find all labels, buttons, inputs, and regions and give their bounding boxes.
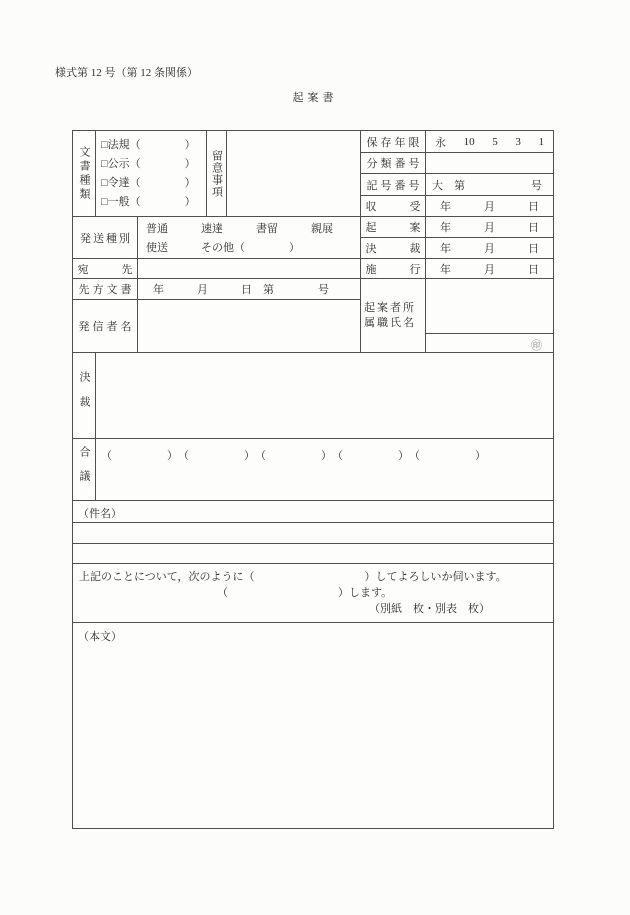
send-type-line1: 普通 速達 書留 親展 [146,223,333,235]
doc-type-option-reitatsu: □令達（ ） [101,177,196,189]
drafter-label-line1: 起案者所 [364,301,416,314]
notes-label: 留意事項 [210,149,223,198]
executed-date: 年 月 日 [426,259,553,279]
drafter-seal-cell [426,334,553,353]
storage-value-1: 1 [538,135,544,148]
storage-period-values [426,131,553,153]
addressee-label: 宛 先 [73,259,138,279]
inquiry-line3: （別紙 枚・別表 枚） [369,603,490,615]
inquiry-section [73,564,553,623]
class-number-value [426,153,553,174]
inquiry-line1: 上記のことについて，次のように（ ）してよろしいか伺います。 [79,571,507,583]
draft-form-table [72,130,554,829]
council-value-cell: （ ） （ ） （ ） （ ） （ ） [96,439,553,501]
page-title: 起案書 [292,92,338,104]
drafted-label: 起 案 [361,217,426,238]
their-doc-value: 年 月 日 第 号 [138,279,361,300]
storage-value-10: 10 [463,135,475,148]
drafter-label-cell [361,279,426,353]
approval-stamp-area [96,353,553,439]
doc-type-label: 文書種類 [78,145,90,202]
subject-blank-row-1 [73,523,553,544]
send-type-options-cell [138,217,361,259]
their-doc-label: 先方文書 [73,279,138,300]
council-label: 合議 [78,445,90,494]
subject-row: （件名） [73,501,553,523]
sender-value [138,300,361,353]
executed-label: 施 行 [361,259,426,279]
doc-type-option-ippan: □一般（ ） [101,196,196,208]
approval-label: 決裁 [78,370,90,421]
doc-type-label-cell [73,131,96,217]
send-type-line2: 使送 その他（ ） [146,242,300,254]
doc-type-options-cell [96,131,207,217]
ref-number-value: 大 第 号 [426,174,553,196]
notes-label-cell [207,131,227,217]
class-number-label: 分類番号 [361,153,426,174]
form-number: 様式第 12 号（第 12 条関係） [55,67,198,79]
storage-value-5: 5 [492,135,498,148]
storage-value-ei: 永 [435,136,446,149]
approved-date: 年 月 日 [426,238,553,259]
body-section: （本文） [78,631,122,643]
received-label: 収 受 [361,196,426,217]
ref-number-label: 記号番号 [361,174,426,196]
send-type-label: 発送種別 [73,217,138,259]
doc-type-option-koji: □公示（ ） [101,158,196,170]
notes-value-cell [227,131,361,217]
drafted-date: 年 月 日 [426,217,553,238]
sender-label: 発信者名 [73,300,138,353]
drafter-label-line2: 属職氏名 [364,316,416,329]
council-label-cell [73,439,96,501]
subject-blank-row-2 [73,544,553,564]
storage-value-3: 3 [515,135,521,148]
drafter-name-cell [426,279,553,334]
approval-label-cell [73,353,96,439]
addressee-value [138,259,361,279]
storage-period-label: 保存年限 [361,131,426,153]
received-date: 年 月 日 [426,196,553,217]
doc-type-option-houki: □法規（ ） [101,139,196,151]
inquiry-line2: （ ）します。 [217,587,393,599]
approved-date-label: 決 裁 [361,238,426,259]
seal-mark-icon: ㊞ [531,340,542,352]
